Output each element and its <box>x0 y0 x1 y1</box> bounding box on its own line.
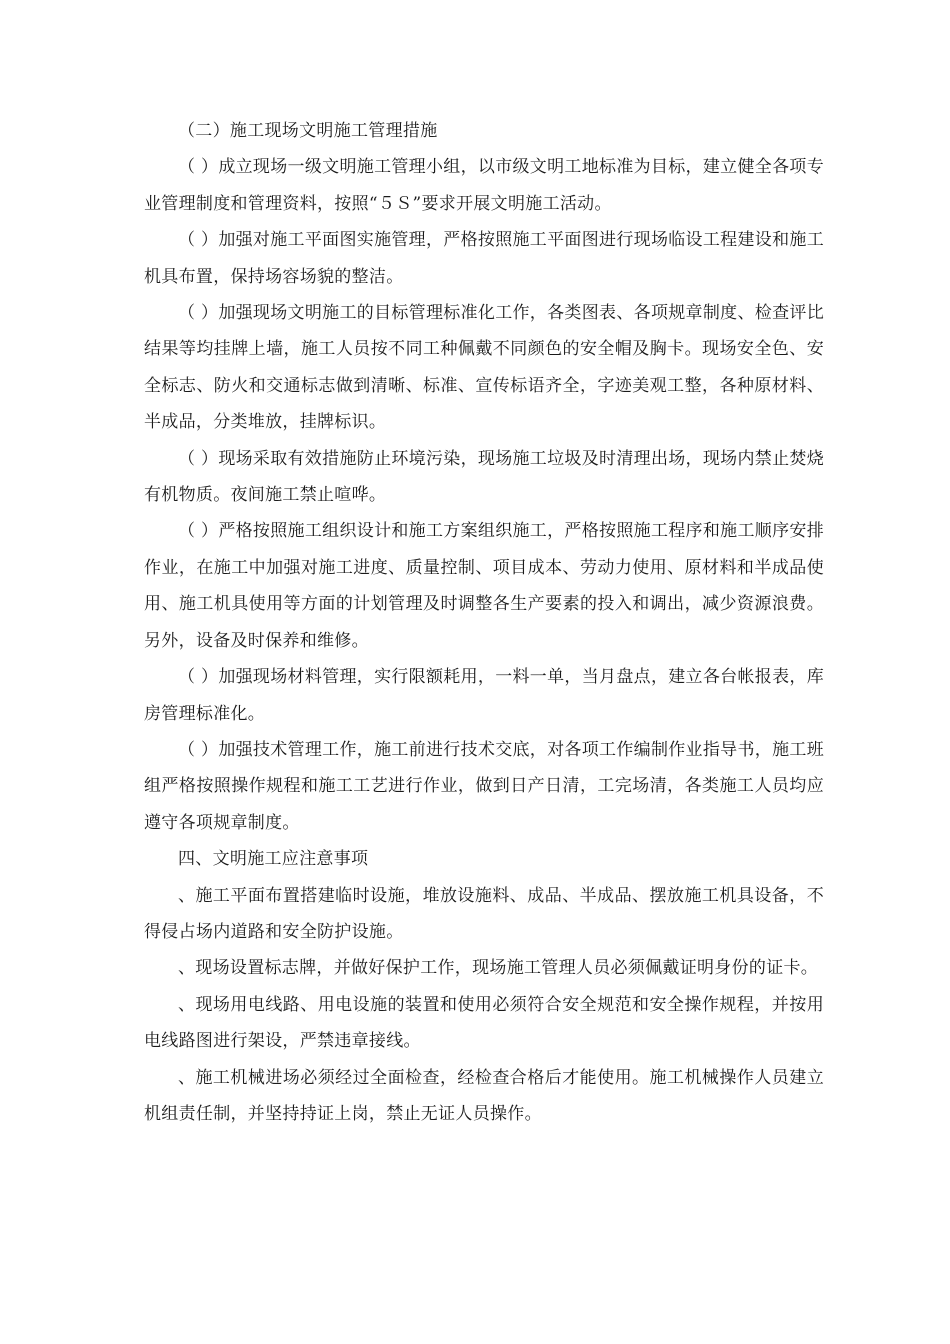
section-two-item-7: （ ）加强技术管理工作，施工前进行技术交底，对各项工作编制作业指导书，施工班组严格按照操作规程和施工工艺进行作业，做到日产日清，工完场清，各类施工人员均应遵守各项规章制度。 <box>144 739 824 833</box>
section-four-item-1: 、施工平面布置搭建临时设施，堆放设施料、成品、半成品、摆放施工机具设备，不得侵占场内道路和安全防护设施。 <box>144 885 824 942</box>
section-two-heading: （二）施工现场文明施工管理措施 <box>178 121 438 141</box>
section-two-item-3: （ ）加强现场文明施工的目标管理标准化工作，各类图表、各项规章制度、检查评比结果等均挂牌上墙，施工人员按不同工种佩戴不同颜色的安全帽及胸卡。现场安全色、安全标志、防火和交通标志做到清晰、标准、宣传标语齐全，字迹美观工整，各种原材料、半成品，分类堆放，挂牌标识。 <box>144 303 824 433</box>
document-body <box>144 113 824 1132</box>
section-two-item-6: （ ）加强现场材料管理，实行限额耗用，一料一单，当月盘点，建立各台帐报表，库房管理标准化。 <box>144 667 824 724</box>
section-two-item-4: （ ）现场采取有效措施防止环境污染，现场施工垃圾及时清理出场，现场内禁止焚烧有机物质。夜间施工禁止喧哗。 <box>144 448 824 506</box>
section-four-item-4: 、施工机械进场必须经过全面检查，经检查合格后才能使用。施工机械操作人员建立机组责任制，并坚持持证上岗，禁止无证人员操作。 <box>144 1067 824 1124</box>
section-two-item-2: （ ）加强对施工平面图实施管理，严格按照施工平面图进行现场临设工程建设和施工机具布置，保持场容场貌的整洁。 <box>144 230 824 287</box>
section-two-item-1: （ ）成立现场一级文明施工管理小组，以市级文明工地标准为目标，建立健全各项专业管理制度和管理资料，按照“５Ｓ”要求开展文明施工活动。 <box>144 157 824 214</box>
section-two-item-5: （ ）严格按照施工组织设计和施工方案组织施工，严格按照施工程序和施工顺序安排作业，在施工中加强对施工进度、质量控制、项目成本、劳动力使用、原材料和半成品使用、施工机具使用等方面的计划管理及时调整各生产要素的投入和调出，减少资源浪费。另外，设备及时保养和维修。 <box>144 521 824 651</box>
section-four-item-3: 、现场用电线路、用电设施的装置和使用必须符合安全规范和安全操作规程，并按用电线路图进行架设，严禁违章接线。 <box>144 994 824 1052</box>
section-four-item-2: 、现场设置标志牌，并做好保护工作，现场施工管理人员必须佩戴证明身份的证卡。 <box>178 958 819 979</box>
section-four-heading: 四、文明施工应注意事项 <box>178 849 369 870</box>
